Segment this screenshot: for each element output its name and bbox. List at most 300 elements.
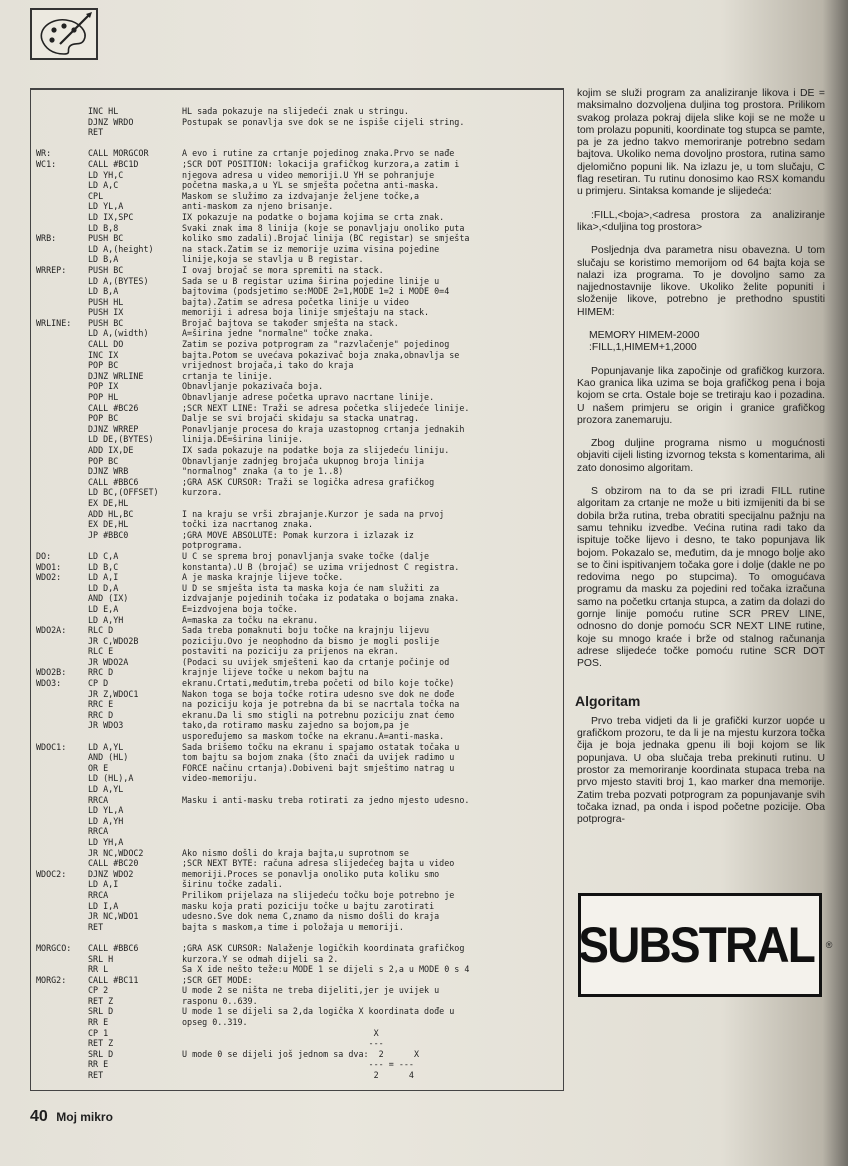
code-line <box>36 657 556 668</box>
code-comment: ;SCR GET MODE: <box>182 974 253 985</box>
code-label <box>36 381 88 392</box>
code-instruction: AND (HL) <box>88 752 129 763</box>
code-instruction: DJNZ WRREP <box>88 423 139 434</box>
code-comment: 2 4 <box>182 1070 414 1081</box>
code-label <box>36 879 88 890</box>
code-instruction: POP BC <box>88 455 119 466</box>
code-line <box>36 551 556 562</box>
code-instruction: LD A,I <box>88 572 119 583</box>
code-line <box>36 117 556 128</box>
code-comment: ekranu.Da li smo stigli na potrebnu poziciju znat ćemo <box>182 709 455 720</box>
code-comment: (Podaci su uvijek smješteni kao da crtanje počinje od <box>182 656 450 667</box>
code-label <box>36 848 88 859</box>
code-line <box>36 805 556 816</box>
code-comment: vrijednost brojača,i tako do kraja <box>182 360 354 371</box>
code-comment: Prilikom prijelaza na slijedeću točku boje potrebno je <box>182 889 455 900</box>
code-label: WRREP: <box>36 264 67 275</box>
code-instruction: INC IX <box>88 349 119 360</box>
code-label <box>36 403 88 414</box>
code-comment: širinu točke zadali. <box>182 879 283 890</box>
code-label <box>36 901 88 912</box>
code-label <box>36 254 88 265</box>
code-line <box>36 572 556 583</box>
code-label <box>36 784 88 795</box>
code-comment <box>182 138 556 149</box>
code-comment: masku koja prati poziciju točke u bajtu zarotirati <box>182 900 435 911</box>
code-instruction: JR Z,WDOC1 <box>88 688 139 699</box>
code-line <box>36 487 556 498</box>
code-comment: U C se sprema broj ponavljanja svake točke (dalje <box>182 550 430 561</box>
code-line <box>36 795 556 806</box>
code-line <box>36 710 556 721</box>
code-label <box>36 434 88 445</box>
code-comment: ;SCR DOT POSITION: lokacija grafičkog kurzora,a zatim i <box>182 158 460 169</box>
code-line <box>36 244 556 255</box>
code-comment: izdvajanje pojedinih točaka iz podataka o bojama znaka. <box>182 593 460 604</box>
code-comment: konstanta).U B (brojač) se uzima vrijednost C registra. <box>182 561 460 572</box>
code-label <box>36 805 88 816</box>
code-label <box>36 371 88 382</box>
code-label: WDOC1: <box>36 741 67 752</box>
code-instruction: RLC D <box>88 625 114 636</box>
code-comment: ;SCR NEXT LINE: Traži se adresa početka slijedeće linije. <box>182 402 470 413</box>
code-comment: Sa X ide nešto teže:u MODE 1 se dijeli s 2,a u MODE 0 s 4 <box>182 964 470 975</box>
code-comment: Zatim se poziva potprogram za "razvlačenje" pojedinog <box>182 339 450 350</box>
code-label: WDO1: <box>36 561 62 572</box>
code-label <box>36 445 88 456</box>
code-line <box>36 540 556 551</box>
code-instruction: POP BC <box>88 413 119 424</box>
code-label <box>36 646 88 657</box>
code-line <box>36 392 556 403</box>
code-label: WRLINE: <box>36 317 72 328</box>
code-instruction: LD B,A <box>88 286 119 297</box>
code-line <box>36 625 556 636</box>
code-instruction: AND (IX) <box>88 593 129 604</box>
code-instruction: LD B,8 <box>88 222 119 233</box>
code-instruction: RRC D <box>88 667 114 678</box>
article-paragraph-1: kojim se služi program za analiziranje likova i DE = maksimalno dozvoljena duljina tog prostora. Prilikom svakog prolaza pokraj dijela slike koji se ne može u tom prolazu popuniti, koordinate tog stupca se pamte, pa je za jedno takvo memoriranje potrebno sedam bajtova. Ukoliko nema dovoljno prostora, rutina samo djelomično popuni lik. Na izlazu je, u tom slučaju, C flag resetiran. Tu rutinu donosimo kao RSX komandu u primjeru. Sintaksa komande je slijedeća: <box>577 88 825 198</box>
code-line <box>36 932 556 943</box>
code-line <box>36 307 556 318</box>
code-line <box>36 106 556 117</box>
code-label: MORG2: <box>36 974 67 985</box>
code-comment: Masku i anti-masku treba rotirati za jedno mjesto udesno. <box>182 794 470 805</box>
code-comment: Sada se u B registar uzima širina pojedine linije u <box>182 275 440 286</box>
code-instruction: LD DE,(BYTES) <box>88 434 154 445</box>
code-line <box>36 297 556 308</box>
code-line <box>36 456 556 467</box>
code-comment: Obnavljanje adrese početka upravo nacrtane linije. <box>182 392 435 403</box>
code-instruction: JR NC,WDOC2 <box>88 847 144 858</box>
code-instruction: LD (HL),A <box>88 773 134 784</box>
code-label: WC1: <box>36 158 57 169</box>
code-line <box>36 212 556 223</box>
code-label <box>36 1070 88 1081</box>
code-instruction: LD YH,C <box>88 169 124 180</box>
code-line <box>36 509 556 520</box>
code-instruction: LD B,A <box>88 254 119 265</box>
code-comment: U mode 2 se ništa ne treba dijeliti,jer je uvijek u <box>182 985 440 996</box>
code-line <box>36 254 556 265</box>
code-instruction: LD A,YH <box>88 614 124 625</box>
code-label <box>36 212 88 223</box>
code-instruction: RET Z <box>88 995 114 1006</box>
code-label <box>36 297 88 308</box>
code-instruction: RRC E <box>88 699 114 710</box>
code-comment: --- = --- <box>182 1059 414 1070</box>
code-label <box>36 932 88 943</box>
code-comment: Sada treba pomaknuti boju točke na krajnju lijevu <box>182 625 430 636</box>
code-line <box>36 286 556 297</box>
code-line <box>36 318 556 329</box>
palette-logo <box>30 8 98 60</box>
code-line <box>36 837 556 848</box>
code-instruction: RET <box>88 921 104 932</box>
code-comment: bajta s maskom,a time i položaja u memoriji. <box>182 921 404 932</box>
code-instruction: CALL #BC20 <box>88 858 139 869</box>
code-instruction: LD A,(width) <box>88 328 149 339</box>
code-instruction: CALL #BBC6 <box>88 942 139 953</box>
code-comment: krajnje lijeve točke u nekom bajtu na <box>182 667 369 678</box>
code-comment: Dalje se svi brojači skidaju sa stacka unatrag. <box>182 413 419 424</box>
code-label <box>36 117 88 128</box>
code-comment: ;SCR NEXT BYTE: računa adresa slijedećeg bajta u video <box>182 858 455 869</box>
code-label <box>36 583 88 594</box>
code-label <box>36 731 88 742</box>
code-label <box>36 540 88 551</box>
code-instruction: CP 2 <box>88 985 109 996</box>
code-comment: potprograma. <box>182 540 243 551</box>
code-line <box>36 816 556 827</box>
code-instruction: DJNZ WDO2 <box>88 868 134 879</box>
code-label: MORGCO: <box>36 942 72 953</box>
code-label <box>36 615 88 626</box>
code-comment <box>182 826 556 837</box>
code-instruction: LD E,A <box>88 603 119 614</box>
article-paragraph-6: Prvo treba vidjeti da li je grafički kurzor uopće u grafičkom prozoru, te da li je na mjestu kurzora točka čija je boja jednaka gpenu ili boji kojom se lik popunjava. U oba slučaja treba prekinuti rutinu. U prostor za memoriranje koordinata stupaca treba na prvo mjesto staviti broj 1, kao marker dna memorije. Zatim treba pozvati potprogram za popunjavanje svih točaka iznad, pa onda i ispod početne pozicije. Oba potprogra- <box>577 715 825 826</box>
code-label <box>36 138 88 149</box>
page-number: 40 <box>30 1108 48 1125</box>
code-comment: na stack.Zatim se iz memorije uzima visina pojedine <box>182 243 440 254</box>
code-comment <box>182 784 556 795</box>
code-line <box>36 180 556 191</box>
code-label <box>36 752 88 763</box>
magazine-name: Moj mikro <box>56 1110 113 1124</box>
code-comment: U mode 0 se dijeli još jednom sa dva: 2 X <box>182 1048 419 1059</box>
code-line <box>36 954 556 965</box>
code-instruction: RET <box>88 127 104 138</box>
code-comment: ;GRA MOVE ABSOLUTE: Pomak kurzora i izlazak iz <box>182 529 414 540</box>
ad-brand-text: SUBSTRAL <box>577 917 814 973</box>
code-line <box>36 848 556 859</box>
code-line <box>36 1038 556 1049</box>
code-label <box>36 720 88 731</box>
code-label <box>36 1049 88 1060</box>
code-line <box>36 170 556 181</box>
code-line <box>36 869 556 880</box>
code-line <box>36 901 556 912</box>
code-line <box>36 763 556 774</box>
code-instruction: LD YL,A <box>88 805 124 816</box>
code-instruction: SRL H <box>88 953 114 964</box>
code-instruction: LD C,A <box>88 550 119 561</box>
code-instruction: INC HL <box>88 106 119 116</box>
code-comment: Obnavljanje zadnjeg brojača ukupnog broja linija <box>182 455 425 466</box>
code-comment: HL sada pokazuje na slijedeći znak u stringu. <box>182 106 409 116</box>
code-comment: bajta).Zatim se adresa početka linije u video <box>182 296 409 307</box>
code-line <box>36 667 556 678</box>
code-label <box>36 985 88 996</box>
code-instruction: PUSH BC <box>88 317 124 328</box>
code-label <box>36 1006 88 1017</box>
code-line <box>36 403 556 414</box>
code-line <box>36 223 556 234</box>
code-line <box>36 350 556 361</box>
code-comment: početna maska,a u YL se smještа početna anti-maska. <box>182 180 440 191</box>
code-label <box>36 201 88 212</box>
code-comment: kurzora.Y se odmah dijeli sa 2. <box>182 953 339 964</box>
code-line <box>36 678 556 689</box>
himem-example <box>589 330 825 355</box>
code-label <box>36 487 88 498</box>
code-line <box>36 593 556 604</box>
code-instruction: RET Z <box>88 1038 114 1049</box>
code-comment: Brojač bajtova se također smješta na stack. <box>182 317 399 328</box>
code-comment: njegova adresa u video memoriji.U YH se pohranjuje <box>182 169 435 180</box>
code-instruction: RLC E <box>88 646 114 657</box>
code-instruction: LD A,YH <box>88 815 124 826</box>
palette-brush-icon <box>32 10 96 58</box>
code-instruction: LD D,A <box>88 582 119 593</box>
code-label <box>36 360 88 371</box>
code-line <box>36 159 556 170</box>
code-label: WDOC2: <box>36 868 67 879</box>
code-comment <box>182 816 556 827</box>
code-instruction: RET <box>88 1070 104 1081</box>
code-label <box>36 286 88 297</box>
code-label <box>36 657 88 668</box>
code-comment: Nakon toga se boja točke rotira udesno sve dok ne dođe <box>182 688 455 699</box>
code-line <box>36 519 556 530</box>
code-label <box>36 710 88 721</box>
code-instruction: JR WDO2A <box>88 656 129 667</box>
code-instruction: RR E <box>88 1017 109 1028</box>
code-instruction: RRCA <box>88 826 109 837</box>
code-instruction: RRCA <box>88 889 109 900</box>
code-comment: E=izdvojena boja točke. <box>182 603 298 614</box>
code-line <box>36 339 556 350</box>
code-label <box>36 509 88 520</box>
code-line <box>36 413 556 424</box>
code-line <box>36 689 556 700</box>
code-instruction: RRC D <box>88 709 114 720</box>
code-instruction: ADD HL,BC <box>88 508 134 519</box>
code-comment: crtanja te linije. <box>182 370 273 381</box>
code-instruction: PUSH BC <box>88 233 124 244</box>
code-line <box>36 191 556 202</box>
code-comment: bajtovima (podsjetimo se:MODE 2=1,MODE 1=2 i MODE 0=4 <box>182 286 450 297</box>
code-label <box>36 191 88 202</box>
page-footer <box>30 1108 113 1126</box>
code-comment: Sada brišemo točku na ekranu i spajamo ostatak točaka u <box>182 741 460 752</box>
code-line <box>36 445 556 456</box>
code-comment: IX pokazuje na podatke o bojama kojima se crta znak. <box>182 211 445 222</box>
code-label <box>36 307 88 318</box>
code-instruction: RR L <box>88 964 109 975</box>
code-label <box>36 1028 88 1039</box>
code-line <box>36 583 556 594</box>
code-instruction: PUSH HL <box>88 296 124 307</box>
code-instruction: SRL D <box>88 1048 114 1059</box>
code-line <box>36 424 556 435</box>
code-line <box>36 1028 556 1039</box>
code-line <box>36 498 556 509</box>
code-instruction: LD I,A <box>88 900 119 911</box>
code-label: DO: <box>36 550 52 561</box>
code-line <box>36 1059 556 1070</box>
code-comment: tako,da rotiramo masku zajedno sa bojom,pa je <box>182 720 409 731</box>
code-comment: FORCE načinu crtanja).Dobiveni bajt smještimo natrag u <box>182 762 455 773</box>
code-label <box>36 922 88 933</box>
code-comment: U D se smješta ista ta maska koja će nam služiti za <box>182 582 440 593</box>
code-line <box>36 138 556 149</box>
code-label <box>36 858 88 869</box>
code-comment: poziciju.Ovo je neophodno da bismo je mogli poslije <box>182 635 440 646</box>
code-comment: Ako nismo došli do kraja bajta,u suprotnom se <box>182 847 409 858</box>
code-label: WDO2A: <box>36 625 67 636</box>
code-comment: A je maska krajnje lijeve točke. <box>182 572 344 583</box>
code-instruction: PUSH IX <box>88 307 124 318</box>
code-instruction: CP 1 <box>88 1027 109 1038</box>
code-instruction: CALL MORGCOR <box>88 148 149 159</box>
code-label <box>36 413 88 424</box>
code-label <box>36 106 88 117</box>
code-label <box>36 593 88 604</box>
code-comment: A evo i rutine za crtanje pojedinog znaka.Prvo se nađe <box>182 148 455 159</box>
article-column <box>577 88 825 837</box>
code-comment: opseg 0..319. <box>182 1017 248 1028</box>
code-comment <box>182 932 556 943</box>
code-label <box>36 816 88 827</box>
article-paragraph-5: S obzirom na to da se pri izradi FILL rutine algoritam za crtanje ne može u biti izmijeniti da bi se dobila brža rutina, treba obratiti specijalnu pažnju na samu tehniku izvedbe. Većina rutina radi tako da ispituje točke lijevo i desno, te tako popunjava lik bojom. Pokazalo se, međutim, da je mnogo bolje ako se to čini ispitivanjem točaka gore i dolje (dakle ne po redovima nego po stupcima). To omogućava programu da masku za pojedini red točaka izračuna samo na početku crtanja stupca, a zatim da dolazi do gornje linije pomoću rutine SCR PREV LINE, odnosno do donje pomoću SCR NEXT LINE rutine, koje su mnogo kraće i brže od stalnog računanja adrese slijedeće točke pomoću rutine SCR DOT POS. <box>577 486 825 670</box>
code-comment <box>182 127 556 138</box>
code-label <box>36 466 88 477</box>
code-line <box>36 943 556 954</box>
code-label <box>36 826 88 837</box>
code-label <box>36 954 88 965</box>
code-comment: ;GRA ASK CURSOR: Traži se logička adresa grafičkog <box>182 476 435 487</box>
code-line <box>36 233 556 244</box>
code-line <box>36 381 556 392</box>
registered-mark: ® <box>825 940 833 950</box>
code-instruction: LD A,YL <box>88 784 124 794</box>
code-comment: linije,koja se stavlja u B registar. <box>182 254 364 265</box>
code-instruction: CPL <box>88 190 104 201</box>
code-line <box>36 784 556 795</box>
code-label <box>36 763 88 774</box>
code-instruction: JR NC,WDO1 <box>88 911 139 922</box>
code-line <box>36 530 556 541</box>
code-line <box>36 276 556 287</box>
code-comment: udesno.Sve dok nema C,znamo da nismo došli do kraja <box>182 911 440 922</box>
article-paragraph-3: Popunjavanje lika započinje od grafičkog kurzora. Kao granica lika uzima se boja grafičkog pena i boja kojom se crta. Ostale boje se tretiraju kao i pozadina. U našem primjeru se origin i granice grafičkog prozora zanemaruju. <box>577 365 825 426</box>
code-line <box>36 742 556 753</box>
code-instruction: POP BC <box>88 360 119 371</box>
code-line <box>36 477 556 488</box>
code-label <box>36 328 88 339</box>
code-instruction: LD A,I <box>88 879 119 890</box>
code-label <box>36 244 88 255</box>
code-line <box>36 1017 556 1028</box>
code-line <box>36 371 556 382</box>
code-label <box>36 392 88 403</box>
code-comment: "normalnog" znaka (a to je 1..8) <box>182 466 344 477</box>
code-line <box>36 1070 556 1081</box>
code-instruction <box>88 932 182 943</box>
code-instruction: DJNZ WRB <box>88 466 129 477</box>
code-instruction: LD BC,(OFFSET) <box>88 487 159 498</box>
code-label <box>36 477 88 488</box>
code-label <box>36 996 88 1007</box>
code-comment: A=širina jedne "normalne" točke znaka. <box>182 328 374 339</box>
code-label <box>36 170 88 181</box>
code-line <box>36 773 556 784</box>
code-comment: anti-maskom za njeno brisanje. <box>182 201 334 212</box>
code-label <box>36 519 88 530</box>
code-label <box>36 127 88 138</box>
section-heading-algoritam: Algoritam <box>575 693 641 710</box>
code-label <box>36 498 88 509</box>
code-label <box>36 604 88 615</box>
code-instruction: JR WDO3 <box>88 720 124 731</box>
code-instruction: LD A,YL <box>88 741 124 752</box>
code-label <box>36 699 88 710</box>
code-comment: IX sada pokazuje na podatke boja za slijedeću liniju. <box>182 445 450 455</box>
code-label <box>36 530 88 541</box>
code-comment: A=maska za točku na ekranu. <box>182 614 319 625</box>
code-comment: Ponavljanje procesa do kraja uzastopnog crtanja jednakih <box>182 423 465 434</box>
code-label <box>36 456 88 467</box>
code-label: WDO2B: <box>36 667 67 678</box>
code-instruction: OR E <box>88 762 109 773</box>
code-label: WR: <box>36 148 52 159</box>
code-comment: ;GRA ASK CURSOR: Nalaženje logičkih koordinata grafičkog <box>182 942 465 953</box>
code-line <box>36 752 556 763</box>
code-comment: ekranu.Crtati,međutim,treba početi od bilo koje točke) <box>182 678 455 689</box>
code-instruction: JR C,WDO2B <box>88 635 139 646</box>
code-instruction: EX DE,HL <box>88 497 129 508</box>
fill-syntax: :FILL,<boja>,<adresa prostora za analiziranje lika>,<duljina tog prostora> <box>577 209 825 233</box>
substral-advertisement <box>577 893 833 997</box>
code-label <box>36 636 88 647</box>
code-line <box>36 996 556 1007</box>
code-line <box>36 604 556 615</box>
code-line <box>36 858 556 869</box>
code-label: WRB: <box>36 233 57 244</box>
code-instruction: CALL #BC26 <box>88 402 139 413</box>
code-comment: uspoređujemo sa maskom točke na ekranu.A=anti-maska. <box>182 731 445 742</box>
code-comment: Obnavljanje pokazivača boja. <box>182 381 324 392</box>
code-comment: Postupak se ponavlja sve dok se ne ispiše cijeli string. <box>182 116 465 127</box>
code-label <box>36 1038 88 1049</box>
code-label <box>36 350 88 361</box>
code-line <box>36 646 556 657</box>
code-line <box>36 201 556 212</box>
code-instruction: DJNZ WRDO <box>88 116 134 127</box>
code-instruction: EX DE,HL <box>88 519 129 530</box>
himem-line-2: :FILL,1,HIMEM+1,2000 <box>589 342 697 354</box>
